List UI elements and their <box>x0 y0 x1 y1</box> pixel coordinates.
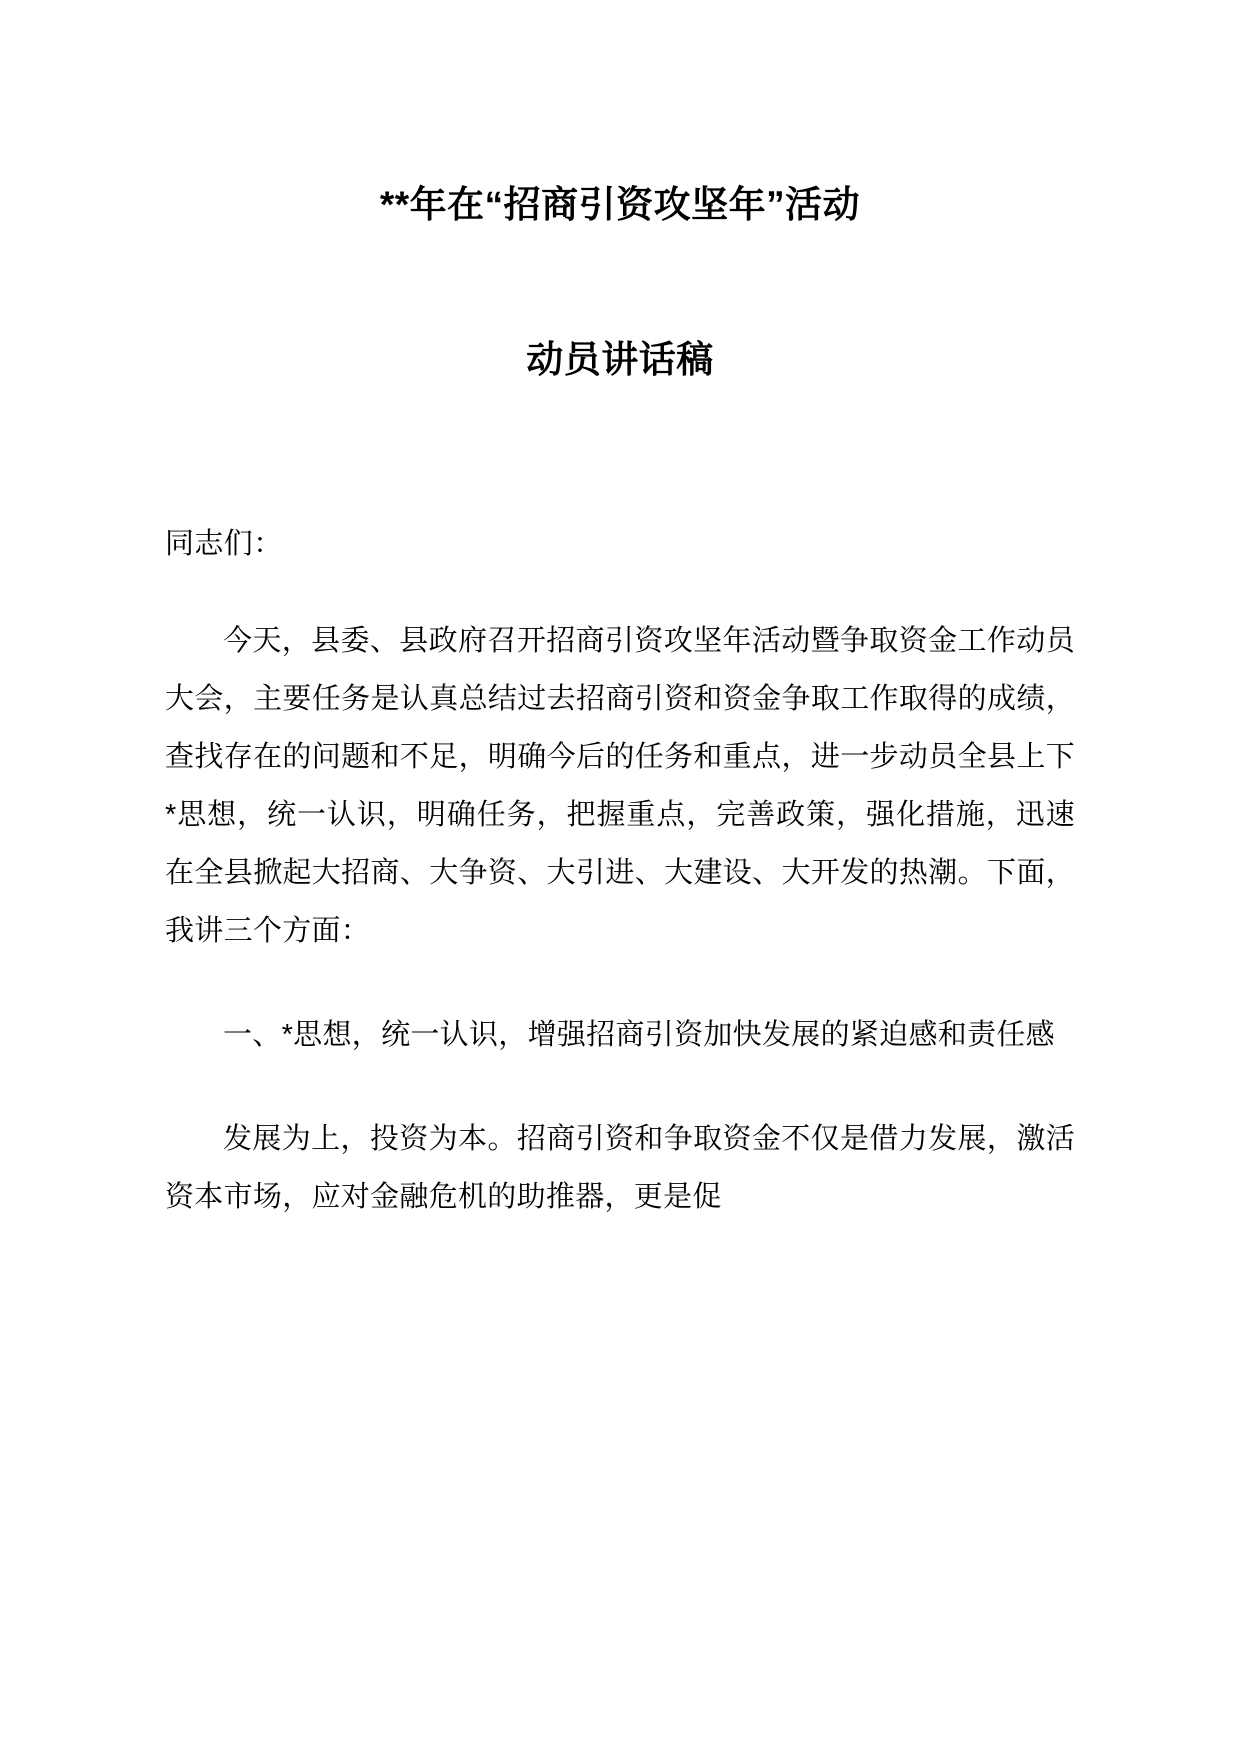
body-paragraph-1: 今天，县委、县政府召开招商引资攻坚年活动暨争取资金工作动员大会，主要任务是认真总结过去招商引资和资金争取工作取得的成绩，查找存在的问题和不足，明确今后的任务和重点，进一步动员全县上下*思想，统一认识，明确任务，把握重点，完善政策，强化措施，迅速在全县掀起大招商、大争资、大引进、大建设、大开发的热潮。下面，我讲三个方面： <box>165 624 1075 947</box>
body-paragraph-2: 发展为上，投资为本。招商引资和争取资金不仅是借力发展，激活资本市场，应对金融危机的助推器，更是促 <box>165 1122 1075 1213</box>
document-title-line-1: **年在“招商引资攻坚年”活动 <box>379 184 861 225</box>
salutation: 同志们： <box>165 527 283 560</box>
document-title-line-2: 动员讲话稿 <box>526 338 714 380</box>
section-heading-1: 一、*思想，统一认识，增强招商引资加快发展的紧迫感和责任感 <box>223 1018 1055 1051</box>
